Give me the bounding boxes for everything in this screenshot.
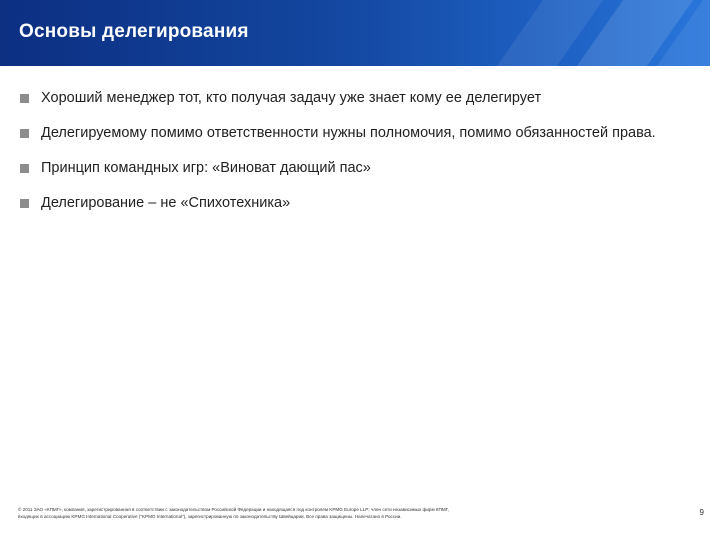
square-bullet-icon — [20, 199, 29, 208]
bullet-text: Хороший менеджер тот, кто получая задачу уже знает кому ее делегирует — [41, 90, 542, 106]
slide-title: Основы делегирования — [19, 21, 249, 42]
bullet-list — [18, 88, 698, 228]
header-edge — [710, 0, 720, 66]
title-bar — [0, 0, 720, 66]
bullet-text: Делегируемому помимо ответственности нужны полномочия, помимо обязанностей права. — [41, 125, 656, 141]
bullet-item — [18, 193, 698, 214]
bullet-text: Делегирование – не «Спихотехника» — [41, 195, 291, 211]
copyright-footer: © 2011 ЗАО «КПМГ», компания, зарегистрированная в соответствии с законодательством Российской Федерации и находящаяся под контролем KPMG Europe LLP; член сети независимых фирм КПМГ, входящих в ассоциацию KPMG International Cooperative ("KPMG International"), зарегистрированную по законодательству Швейцарии. Все права защищены. Напечатано в России. — [18, 507, 449, 520]
square-bullet-icon — [20, 129, 29, 138]
bullet-item — [18, 158, 698, 179]
page-number: 9 — [699, 508, 704, 517]
square-bullet-icon — [20, 164, 29, 173]
square-bullet-icon — [20, 94, 29, 103]
bullet-item — [18, 88, 698, 109]
bullet-text: Принцип командных игр: «Виноват дающий пас» — [41, 160, 371, 176]
bullet-item — [18, 123, 698, 144]
